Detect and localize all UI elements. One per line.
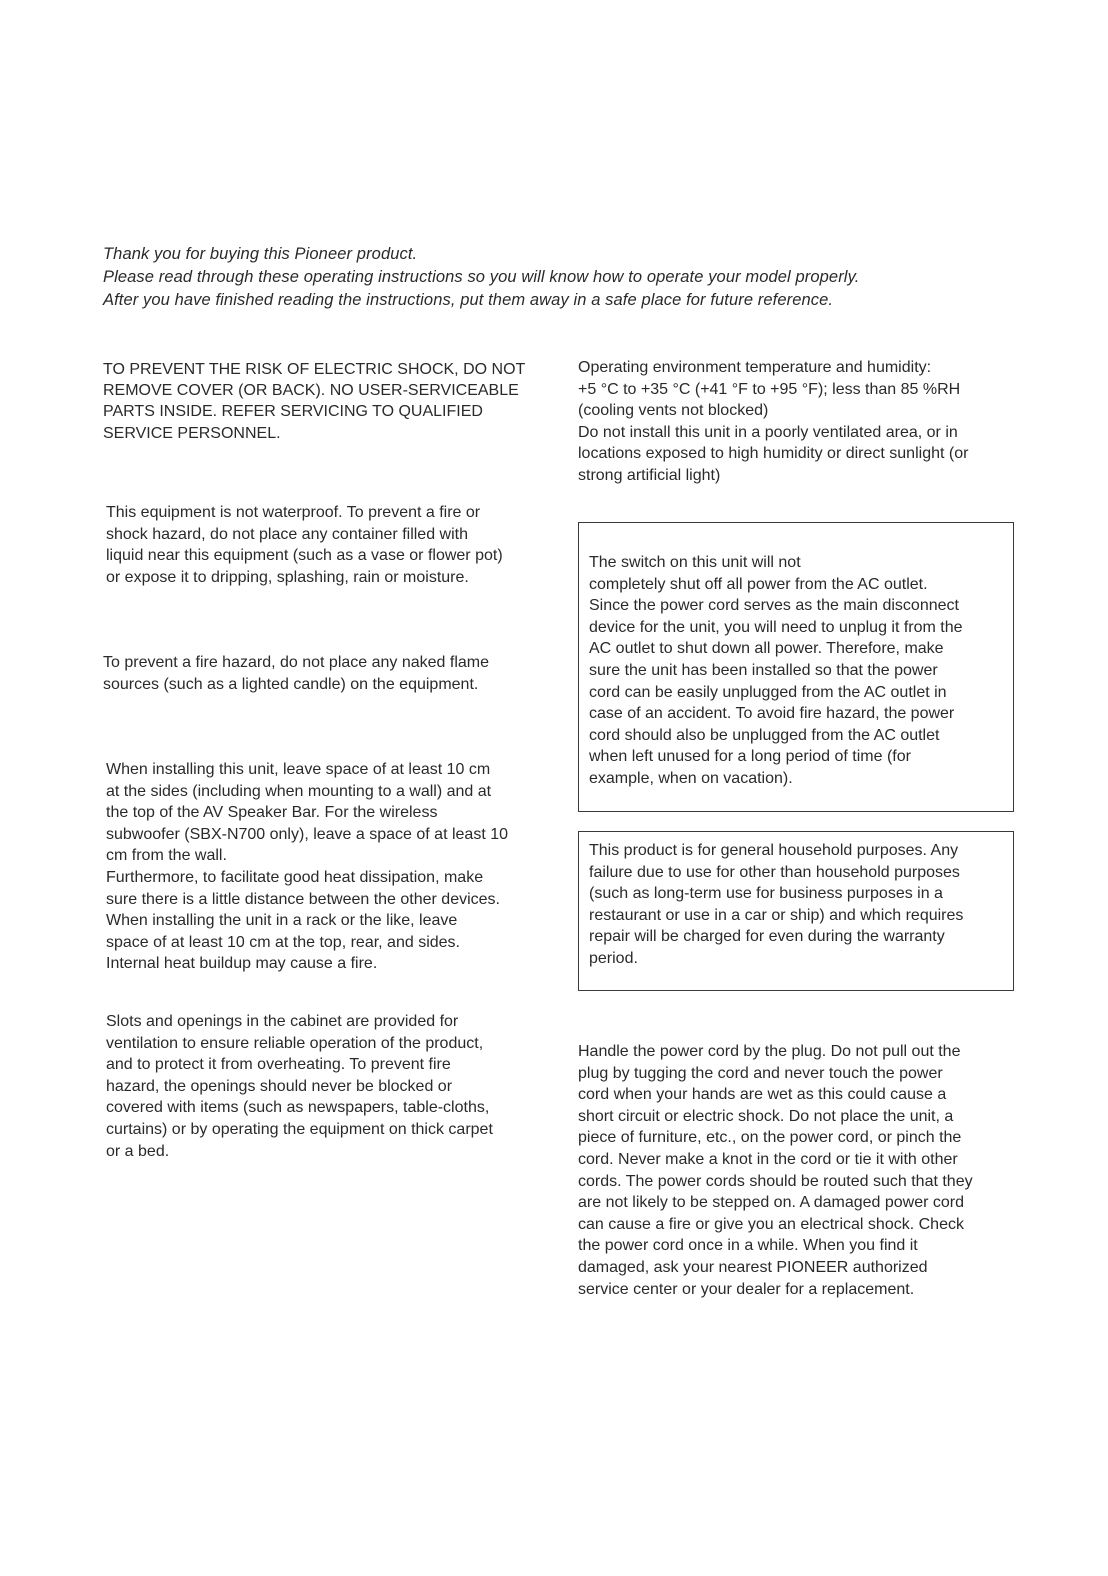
- standby-switch-notice-box: [578, 522, 1014, 812]
- waterproof-warning: This equipment is not waterproof. To prevent a fire or shock hazard, do not place any container filled with liquid near this equipment (such as a vase or flower pot) or expose it to dripping, splashing, rain or moisture.: [106, 504, 503, 586]
- intro-line-read: Please read through these operating instructions so you will know how to operate your model properly.: [103, 268, 860, 286]
- naked-flame-warning: To prevent a fire hazard, do not place any naked flame sources (such as a lighted candle) on the equipment.: [103, 654, 490, 693]
- operating-environment-note: Operating environment temperature and humidity: +5 °C to +35 °C (+41 °F to +95 °F); less than 85 %RH (cooling vents not blocked) Do not install this unit in a poorly ventilated area, or in locations exposed to high humidity or direct sunlight (or strong artificial light): [578, 359, 969, 484]
- electric-shock-warning: TO PREVENT THE RISK OF ELECTRIC SHOCK, DO NOT REMOVE COVER (OR BACK). NO USER-SERVICEABLE PARTS INSIDE. REFER SERVICING TO QUALIFIED SERVICE PERSONNEL.: [103, 361, 526, 442]
- standby-switch-notice: The switch on this unit will not completely shut off all power from the AC outlet. Since the power cord serves as the main disconnect device for the unit, you will need to unplug it from the AC outlet to shut down all power. Therefore, make sure the unit has been installed so that the power cord can be easily unplugged from the AC outlet in case of an accident. To avoid fire hazard, the power cord should also be unplugged from the AC outlet when left unused for a long period of time (for example, when on vacation).: [589, 554, 963, 787]
- intro-line-keep: After you have finished reading the instructions, put them away in a safe place for future reference.: [103, 291, 834, 309]
- household-use-notice: This product is for general household purposes. Any failure due to use for other than household purposes (such as long-term use for business purposes in a restaurant or use in a car or ship) and which requires repair will be charged for even during the warranty period.: [589, 842, 964, 967]
- intro-line-thanks: Thank you for buying this Pioneer product.: [103, 245, 418, 263]
- household-use-notice-box: [578, 831, 1014, 991]
- ventilation-warning: Slots and openings in the cabinet are provided for ventilation to ensure reliable operation of the product, and to protect it from overheating. To prevent fire hazard, the openings should never be blocked or covered with items (such as newspapers, table-cloths, curtains) or by operating the equipment on thick carpet or a bed.: [106, 1013, 493, 1160]
- intro-text: [103, 243, 1063, 312]
- installation-space-warning: When installing this unit, leave space of at least 10 cm at the sides (including when mounting to a wall) and at the top of the AV Speaker Bar. For the wireless subwoofer (SBX-N700 only), leave a space of at least 10 cm from the wall. Furthermore, to facilitate good heat dissipation, make sure there is a little distance between the other devices. When installing the unit in a rack or the like, leave space of at least 10 cm at the top, rear, and sides. Internal heat buildup may cause a fire.: [106, 761, 508, 973]
- power-cord-caution: Handle the power cord by the plug. Do not pull out the plug by tugging the cord and never touch the power cord when your hands are wet as this could cause a short circuit or electric shock. Do not place the unit, a piece of furniture, etc., on the power cord, or pinch the cord. Never make a knot in the cord or tie it with other cords. The power cords should be routed such that they are not likely to be stepped on. A damaged power cord can cause a fire or give you an electrical shock. Check the power cord once in a while. When you find it damaged, ask your nearest PIONEER authorized service center or your dealer for a replacement.: [578, 1043, 973, 1298]
